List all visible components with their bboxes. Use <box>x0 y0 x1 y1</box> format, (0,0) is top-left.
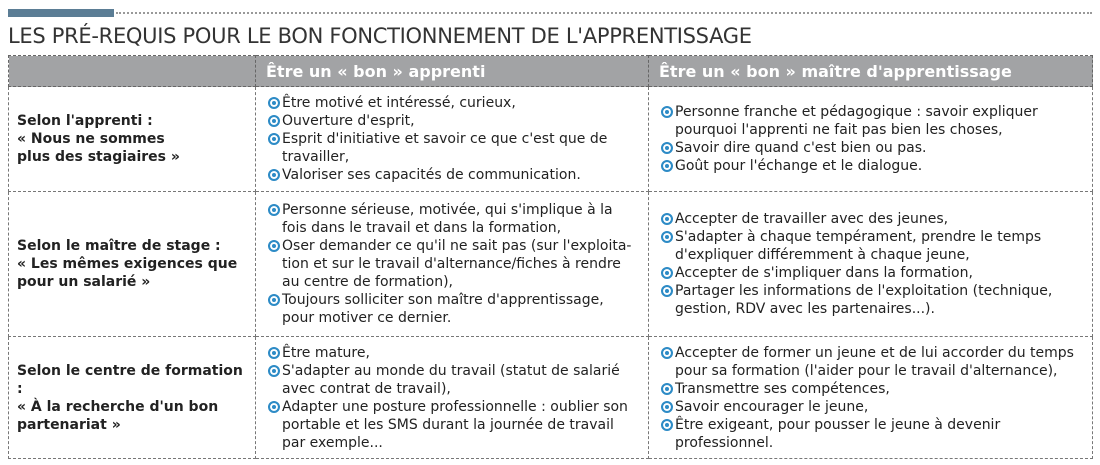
list-item-text: Esprit d'initiative et savoir ce que c'est que de travailler, <box>282 131 608 165</box>
role-cell <box>9 87 256 192</box>
bullet-icon <box>661 267 673 279</box>
list-item <box>661 416 1082 452</box>
bullet-icon <box>268 401 280 413</box>
list-item-text: Goût pour l'échange et le dialogue. <box>675 158 923 174</box>
list-item-text: Savoir dire quand c'est bien ou pas. <box>675 140 927 156</box>
bullet-icon <box>268 133 280 145</box>
maitre-cell <box>649 87 1093 192</box>
list-item-text: Partager les informations de l'exploitation (technique, gestion, RDV avec les partenaires...). <box>675 283 1053 317</box>
role-cell <box>9 192 256 337</box>
role-line: plus des stagiaires » <box>17 149 180 165</box>
apprenti-list <box>268 201 638 327</box>
list-item-text: Ouverture d'esprit, <box>282 113 415 129</box>
bullet-icon <box>661 347 673 359</box>
bullet-icon <box>661 419 673 431</box>
maitre-cell <box>649 192 1093 337</box>
role-line: pour un salarié » <box>17 274 151 290</box>
role-cell <box>9 337 256 459</box>
bullet-icon <box>268 97 280 109</box>
list-item <box>661 210 1082 228</box>
role-line: « À la recherche d'un bon <box>17 398 219 415</box>
maitre-list <box>661 210 1082 318</box>
bullet-icon <box>661 383 673 395</box>
list-item-text: Accepter de s'impliquer dans la formation, <box>675 265 973 281</box>
role-line: Selon le centre de formation : <box>17 362 243 397</box>
maitre-cell <box>649 337 1093 459</box>
list-item <box>661 380 1082 398</box>
bullet-icon <box>268 169 280 181</box>
apprenti-cell <box>256 192 649 337</box>
apprenti-list <box>268 344 638 452</box>
list-item <box>268 291 638 327</box>
role-line: « Nous ne sommes <box>17 131 165 147</box>
list-item-text: Transmettre ses compétences, <box>675 380 890 397</box>
maitre-list <box>661 344 1082 452</box>
list-item-text: Valoriser ses capacités de communication. <box>282 167 581 183</box>
bullet-icon <box>661 285 673 297</box>
list-item <box>661 139 1082 157</box>
list-item <box>268 344 638 362</box>
maitre-list <box>661 103 1082 175</box>
header-empty-cell <box>9 56 256 87</box>
bullet-icon <box>661 160 673 172</box>
bullet-icon <box>268 294 280 306</box>
list-item-text: Accepter de former un jeune et de lui accorder du temps pour sa formation (l'aider pour le travail d'alternance), <box>675 344 1074 379</box>
table-row <box>9 192 1093 337</box>
page-title: LES PRÉ-REQUIS POUR LE BON FONCTIONNEMENT DE L'APPRENTISSAGE <box>8 24 752 48</box>
apprenti-cell <box>256 87 649 192</box>
bullet-icon <box>661 231 673 243</box>
bullet-icon <box>268 365 280 377</box>
list-item <box>661 264 1082 282</box>
header-maitre: Être un « bon » maître d'apprentissage <box>649 56 1093 87</box>
list-item <box>268 112 638 130</box>
bullet-icon <box>268 115 280 127</box>
bullet-icon <box>661 401 673 413</box>
table-header-row <box>9 56 1093 87</box>
bullet-icon <box>268 204 280 216</box>
list-item <box>268 398 638 452</box>
title-accent-bar <box>8 9 114 17</box>
role-line: « Les mêmes exigences que <box>17 256 238 272</box>
list-item <box>661 103 1082 139</box>
table-row <box>9 87 1093 192</box>
list-item-text: Être motivé et intéressé, curieux, <box>282 95 516 111</box>
list-item <box>268 130 638 166</box>
list-item <box>661 398 1082 416</box>
bullet-icon <box>661 213 673 225</box>
bullet-icon <box>268 240 280 252</box>
header-apprenti: Être un « bon » apprenti <box>256 56 649 87</box>
list-item-text: Être exigeant, pour pousser le jeune à devenir professionnel. <box>675 416 1001 451</box>
list-item <box>661 344 1082 380</box>
list-item-text: S'adapter au monde du travail (statut de salarié avec contrat de travail), <box>282 362 620 397</box>
list-item <box>268 166 638 184</box>
list-item <box>268 94 638 112</box>
list-item <box>661 228 1082 264</box>
bullet-icon <box>661 106 673 118</box>
list-item-text: Toujours solliciter son maître d'apprentissage, pour motiver ce dernier. <box>282 292 604 326</box>
apprenti-list <box>268 94 638 184</box>
list-item <box>268 237 638 291</box>
apprenti-cell <box>256 337 649 459</box>
list-item-text: Savoir encourager le jeune, <box>675 398 869 415</box>
role-line: partenariat » <box>17 416 121 433</box>
role-line: Selon le maître de stage : <box>17 238 221 254</box>
bullet-icon <box>268 347 280 359</box>
role-line: Selon l'apprenti : <box>17 113 153 129</box>
list-item-text: S'adapter à chaque tempérament, prendre le temps d'expliquer différemment à chaque jeune, <box>675 229 1042 263</box>
requirements-table <box>8 55 1093 459</box>
list-item <box>661 282 1082 318</box>
list-item-text: Être mature, <box>282 344 370 361</box>
list-item-text: Oser demander ce qu'il ne sait pas (sur l'exploita-tion et sur le travail d'alternance/fiches à rendre au centre de formation), <box>282 238 632 290</box>
list-item <box>268 201 638 237</box>
list-item-text: Personne sérieuse, motivée, qui s'implique à la fois dans le travail et dans la formation, <box>282 202 613 236</box>
table-row <box>9 337 1093 459</box>
list-item <box>661 157 1082 175</box>
bullet-icon <box>661 142 673 154</box>
list-item-text: Adapter une posture professionnelle : oublier son portable et les SMS durant la journée de travail par exemple... <box>282 398 628 451</box>
list-item <box>268 362 638 398</box>
list-item-text: Accepter de travailler avec des jeunes, <box>675 211 949 227</box>
title-dotted-rule <box>116 12 1092 14</box>
list-item-text: Personne franche et pédagogique : savoir expliquer pourquoi l'apprenti ne fait pas bien les choses, <box>675 104 1038 138</box>
